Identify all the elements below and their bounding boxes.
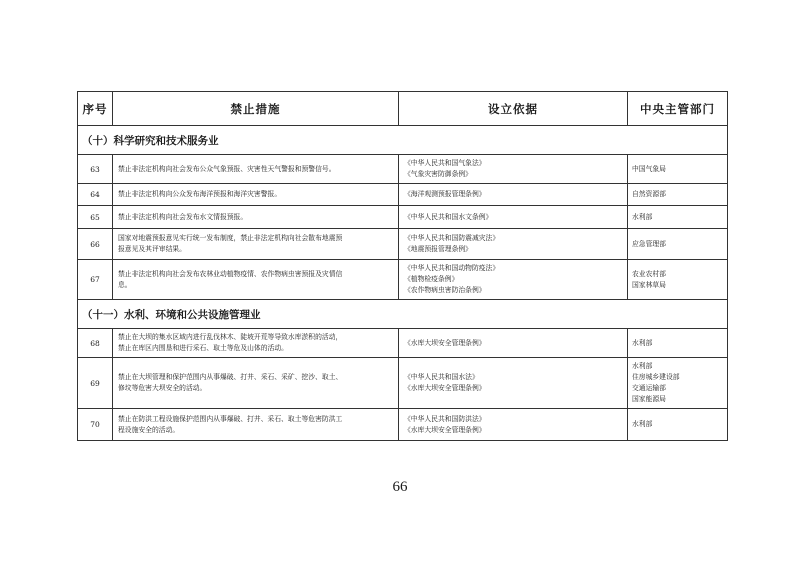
table-row [78,260,728,300]
measure-text [113,260,399,300]
measure-text-line: 禁止非法定机构向公众发布海洋预报和海洋灾害警报。 [118,190,282,198]
row-number: 66 [78,229,113,260]
measure-text-line: 禁止非法定机构向社会发布农林业动植物疫情、农作物病虫害预报及灾情信 [118,269,343,278]
measure-text-line: 程设施安全的活动。 [118,425,180,434]
dept-text [628,358,728,409]
dept-text [628,409,728,441]
dept-text-line: 自然资源部 [632,190,666,198]
measure-text-line: 禁止在防洪工程设施保护范围内从事爆破、打井、采石、取土等危害防洪工 [118,414,343,423]
row-number: 67 [78,260,113,300]
dept-text-line: 农业农村部 [632,269,666,278]
measure-text-line: 息。 [118,280,132,289]
measure-text [113,358,399,409]
measure-text [113,206,399,229]
dept-text-line: 国家林草局 [632,280,666,289]
table-row [78,206,728,229]
row-number: 63 [78,155,113,184]
measure-text-line: 禁止非法定机构向社会发布水文情报预报。 [118,212,248,221]
section-row [78,300,728,329]
row-number: 70 [78,409,113,441]
basis-text-line: 《海洋观测预报管理条例》 [404,190,486,198]
dept-text-line: 水利部 [632,212,653,221]
section-title: （十一）水利、环境和公共设施管理业 [78,300,728,329]
table-row [78,358,728,409]
basis-text [399,358,628,409]
basis-text-line: 《植物检疫条例》 [404,275,459,283]
section-title: （十）科学研究和技术服务业 [78,126,728,155]
basis-text-line: 《中华人民共和国动物防疫法》 [404,264,500,272]
basis-text-line: 《地震预报管理条例》 [404,245,472,253]
table-row [78,409,728,441]
basis-text-line: 《水库大坝安全管理条例》 [404,425,486,434]
header-measure: 禁止措施 [113,92,399,126]
basis-text [399,206,628,229]
basis-text [399,184,628,206]
table-row [78,329,728,358]
dept-text-line: 水利部 [632,338,653,347]
basis-text [399,229,628,260]
basis-text [399,329,628,358]
basis-text-line: 《水库大坝安全管理条例》 [404,384,486,392]
basis-text-line: 《中华人民共和国防洪法》 [404,414,486,423]
measure-text-line: 禁止非法定机构向社会发布公众气象预报、灾害性天气警报和预警信号。 [118,164,336,173]
basis-text-line: 《中华人民共和国防震减灾法》 [404,234,500,242]
dept-text [628,260,728,300]
basis-text [399,155,628,184]
measure-text-line: 报意见及其评审结果。 [118,245,186,253]
measure-text [113,229,399,260]
basis-text-line: 《气象灾害防御条例》 [404,170,472,178]
header-basis: 设立依据 [399,92,628,126]
dept-text [628,155,728,184]
dept-text-line: 住房城乡建设部 [632,373,680,381]
page-number: 66 [392,479,408,495]
measure-text [113,184,399,206]
basis-text [399,260,628,300]
dept-text [628,329,728,358]
dept-text [628,229,728,260]
row-number: 69 [78,358,113,409]
measures-table [77,91,728,441]
measure-text-line: 禁止在大坝的集水区域内进行乱伐林木、陡坡开荒等导致水库淤积的活动， [118,333,343,341]
dept-text-line: 水利部 [632,420,653,428]
measure-text [113,155,399,184]
table-row [78,229,728,260]
basis-text-line: 《中华人民共和国气象法》 [404,159,486,167]
dept-text [628,206,728,229]
dept-text-line: 国家能源局 [632,395,666,403]
dept-text-line: 中国气象局 [632,164,666,173]
row-number: 64 [78,184,113,206]
dept-text-line: 应急管理部 [632,239,666,248]
table-body [78,126,728,441]
header-row [78,92,728,126]
header-dept: 中央主管部门 [628,92,728,126]
table-row [78,184,728,206]
dept-text [628,184,728,206]
measure-text [113,329,399,358]
measure-text-line: 修坟等危害大坝安全的活动。 [118,384,207,392]
basis-text-line: 《水库大坝安全管理条例》 [404,338,486,347]
measure-text-line: 禁止在大坝管理和保护范围内从事爆破、打井、采石、采矿、挖沙、取土、 [118,373,343,381]
measure-text-line: 禁止在库区内围垦和进行采石、取土等危及山体的活动。 [118,344,288,352]
basis-text-line: 《中华人民共和国水文条例》 [404,212,493,221]
header-no: 序号 [78,92,113,126]
basis-text-line: 《中华人民共和国水法》 [404,373,479,381]
measure-text [113,409,399,441]
table-row [78,155,728,184]
measure-text-line: 国家对地震预报意见实行统一发布制度，禁止非法定机构向社会散布地震预 [118,234,343,242]
dept-text-line: 水利部 [632,362,653,370]
dept-text-line: 交通运输部 [632,384,666,392]
basis-text [399,409,628,441]
section-row [78,126,728,155]
basis-text-line: 《农作物病虫害防治条例》 [404,286,486,294]
row-number: 65 [78,206,113,229]
row-number: 68 [78,329,113,358]
